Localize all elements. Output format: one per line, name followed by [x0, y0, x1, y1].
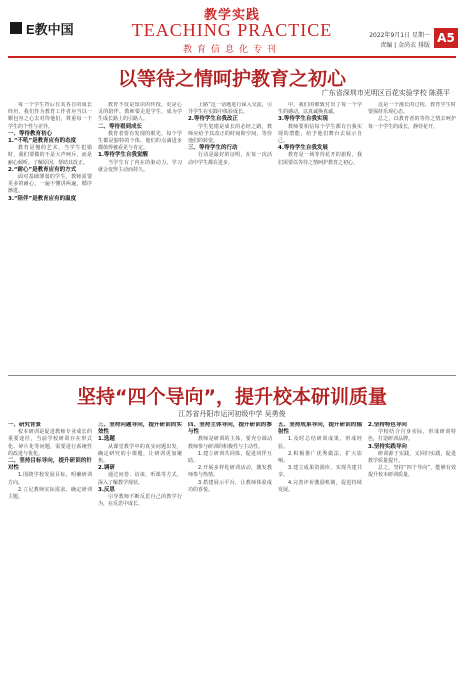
paragraph: 2.立足教师实际需求，确定研训主题。 [8, 486, 92, 501]
page-number-badge: A5 [434, 28, 458, 48]
paragraph: 每一个学生背后有其各自的成长经历，我们作为教育工作者应当以一颗包容之心去对待他们，尊重每一个学生的个性与差异。 [8, 102, 92, 130]
paragraph: 1.建立研训共同体，促进同伴互助。 [188, 450, 272, 465]
article2-column-2 [98, 422, 182, 668]
section-heading: 一、研究背景 [8, 422, 42, 428]
paragraph: 3.搭建展示平台，让教师体验成功的喜悦。 [188, 479, 272, 493]
section-heading: 1.“不吼”是教育应有的态度 [8, 138, 77, 145]
section-subtitle: 教育信息化专刊 [182, 45, 281, 55]
header-rule [8, 56, 456, 58]
paragraph: 教师是研训的主体，要充分调动教师参与研训的积极性与主动性。 [188, 436, 272, 450]
section-heading: 2.调研 [98, 465, 115, 472]
section-heading: 一、等待教育初心 [8, 130, 53, 137]
section-heading: 3.坚持实践导向 [368, 443, 407, 450]
section-heading: 3.反思 [98, 486, 115, 493]
section-heading: 三、等待学生的行动 [188, 145, 238, 152]
article1-byline: 广东省深圳市光明区百花实验学校 陈燕平 [321, 89, 450, 97]
paragraph: 引导教师不断反思自己的教学行为，在反思中成长。 [98, 494, 182, 508]
article1-column-2 [98, 102, 182, 370]
paragraph: 4.完善评价激励机制，促进持续发展。 [278, 479, 362, 493]
paragraph: 总之，以教育者的等待之情去呵护每一个学生的成长，静待花开。 [368, 116, 456, 130]
paragraph: 1.及时总结研训成果，形成经验。 [278, 436, 362, 450]
paragraph: 从课堂教学中的真实问题出发，确定研究的小课题，让研训更加聚焦。 [98, 443, 182, 465]
section-heading: 2.“耐心”是教育应有的方式 [8, 166, 77, 173]
issue-date: 2022年9月1日 星期一 [369, 32, 430, 39]
paragraph: 3.建立成果资源库，实现共建共享。 [278, 465, 362, 479]
paragraph: 教育是一场等待花开的旅程，我们需要以等待之情呵护教育之初心。 [278, 152, 362, 166]
paragraph: 1.围绕学校发展目标，明确研训方向。 [8, 472, 92, 486]
article-divider [8, 375, 456, 376]
section-heading: 1.选题 [98, 436, 115, 443]
paragraph: 面对基础薄弱的学生，教师需要更多的耐心，一遍不懂讲两遍，循序渐进。 [8, 174, 92, 195]
section-heading: 三、坚持问题导向，提升研训的实效性 [98, 422, 182, 436]
paragraph: 教师要相信每个学生都有自我实现的潜能，给予他们舞台去展示自己。 [278, 123, 362, 145]
paragraph: 校本研训是促进教师专业成长的重要途径，当前学校研训存在形式化、碎片化等问题，需要进行系统性的改进与优化。 [8, 429, 92, 457]
section-heading: 3.等待学生自我实现 [278, 116, 328, 123]
section-heading: 1.等待学生自我觉醒 [98, 152, 148, 159]
paragraph: 这是一个漫长的过程，教育学生时要保持乐观心态。 [368, 102, 456, 116]
paragraph: 2.开展多样化研训活动，激发教师参与热情。 [188, 465, 272, 479]
section-title-en: TEACHING PRACTICE [131, 20, 333, 40]
section-heading: 五、坚持成果导向，提升研训的辐射性 [278, 422, 362, 436]
article2-column-4 [278, 422, 362, 668]
paragraph: 当学生有了内在的驱动力，学习就会变得主动而持久。 [98, 159, 182, 173]
section-heading: 2.等待学生自我改正 [188, 116, 238, 123]
paragraph: 2.积极推广优秀做法，扩大影响。 [278, 450, 362, 465]
article1-column-5 [368, 102, 456, 370]
article1-column-4 [278, 102, 362, 370]
article1-title: 以等待之情呵护教育之初心 [117, 68, 346, 90]
section-heading: 四、坚持主体导向，提升研训的参与性 [188, 422, 272, 436]
paragraph: 总之，坚持“四个导向”，能够有效提升校本研训质量。 [368, 465, 456, 479]
section-heading: 二、等待看到成长 [98, 123, 143, 130]
section-heading: 二、坚持目标导向，提升研训的针对性 [8, 458, 92, 472]
paragraph: 通过问卷、访谈、听课等方式，深入了解教学现状。 [98, 472, 182, 486]
paragraph: 中，我们的细致付出了每一个学生的感动，以真诚换真诚。 [278, 102, 362, 116]
article1-column-1 [8, 102, 92, 370]
section-heading: 3.“陪伴”是教育应有的温度 [8, 195, 77, 202]
article2-column-1 [8, 422, 92, 668]
paragraph: 教育者要有发现的眼光，每个学生都是独特的个体，他们的点滴进步都值得被看见与肯定。 [98, 130, 182, 152]
paragraph: 教育是慢的艺术，当学生犯错时，我们要做的不是大声呵斥，而是耐心倾听，了解原因，帮助其改正。 [8, 145, 92, 166]
article2-column-5 [368, 422, 456, 668]
logo: E教中国 [26, 22, 74, 37]
paragraph: 上路”这一话题进行深入交流，引导学生在实践中体验成长。 [188, 102, 272, 116]
article2-column-3 [188, 422, 272, 668]
editor-credit: 责编 | 金尚衣 排版 [380, 42, 430, 49]
article1-column-3 [188, 102, 272, 370]
article2-title: 坚持“四个导向”，提升校本研训质量 [77, 386, 387, 408]
article2-byline: 江苏省丹阳市运河初级中学 吴勇俊 [178, 410, 286, 418]
paragraph: 研训源于实践，又回归实践，促进教学质量提升。 [368, 450, 456, 465]
paragraph: 行动是最好的证明，在每一次活动中学生都在进步。 [188, 152, 272, 166]
section-heading: 4.等待学生自我发展 [278, 145, 328, 152]
paragraph: 学生犯错是成长的必经之路，教师应给予其改正的时间和空间，等待他们的转变。 [188, 123, 272, 145]
paragraph: 学校结合自身实际，形成研训特色，打造研训品牌。 [368, 429, 456, 443]
section-heading: 2.坚持特色导向 [368, 422, 407, 428]
page-header [0, 0, 464, 58]
section-title: 教学实践 [203, 8, 260, 23]
paragraph: 教育不仅是知识的传授，更是心灵的陪伴。教师要走进学生，成为学生成长路上的引路人。 [98, 102, 182, 123]
